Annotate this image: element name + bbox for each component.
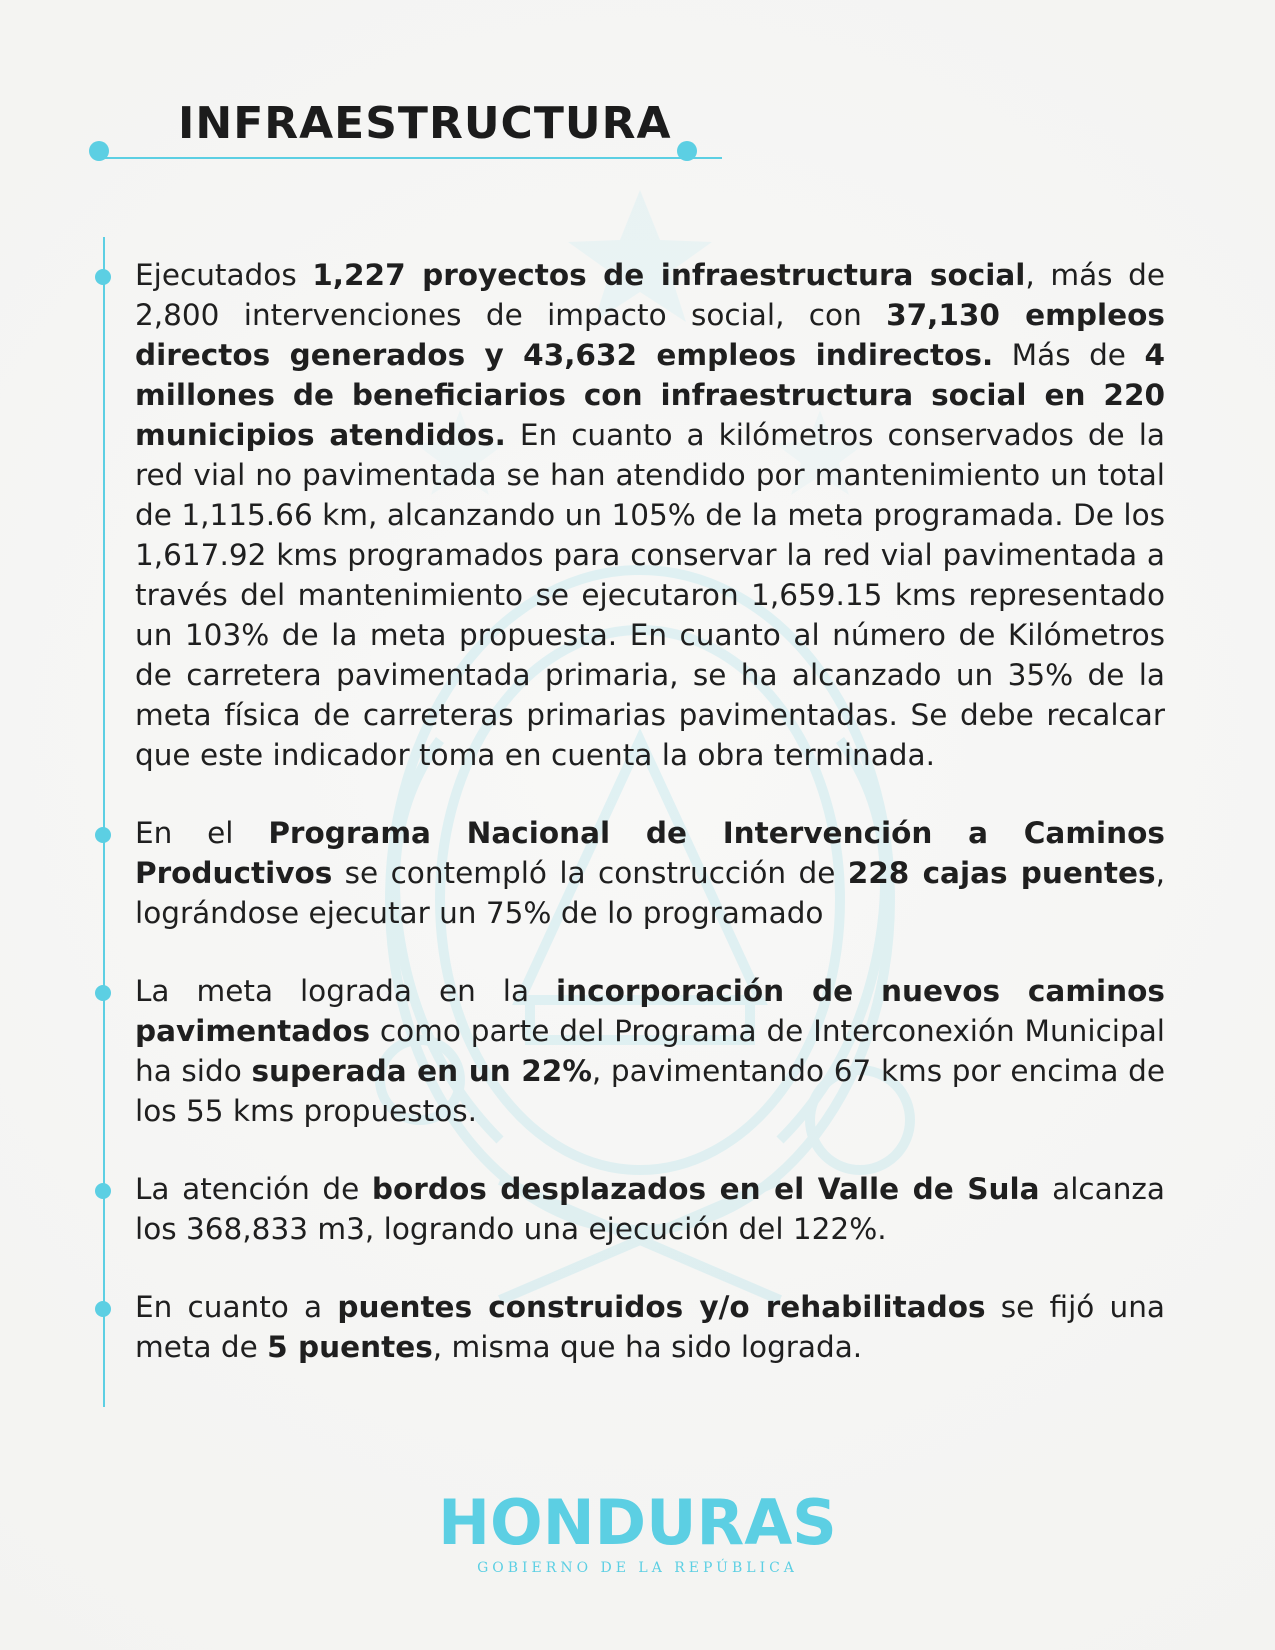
text-segment: alcanza los 368,833 m3, logrando una ejecución del 122%. xyxy=(135,1172,1165,1246)
logo-wordmark: HONDURAS xyxy=(438,1486,837,1559)
paragraph-text xyxy=(135,258,1165,772)
bold-text: incorporación de nuevos caminos pavimentados xyxy=(135,974,1165,1048)
bold-text: puentes construidos y/o rehabilitados xyxy=(337,1290,986,1324)
paragraph-2 xyxy=(135,813,1165,933)
text-segment: Más de xyxy=(993,338,1145,372)
text-segment: En el xyxy=(135,816,269,850)
paragraph-4 xyxy=(135,1169,1165,1249)
text-segment: como parte del Programa de Interconexión Municipal ha sido xyxy=(135,1014,1165,1088)
bold-text: 5 puentes xyxy=(267,1330,433,1364)
text-segment: Ejecutados xyxy=(135,258,313,292)
text-segment: , pavimentando 67 kms por encima de los 55 kms propuestos. xyxy=(135,1054,1165,1128)
title-rule-right-dot-icon xyxy=(677,141,697,161)
text-segment: En cuanto a kilómetros conservados de la red vial no pavimentada se han atendido por mantenimiento un total de 1,115.66 km, alcanzando un 105% de la meta programada. De los 1,617.92 kms programados para conservar la red vial pavimentada a través del mantenimiento se ejecutaron 1,659.15 kms representado un 103% de la meta propuesta. En cuanto al número de Kilómetros de carretera pavimentada primaria, se ha alcanzado un 35% de la meta física de carreteras primarias pavimentadas. Se debe recalcar que este indicador toma en cuenta la obra terminada. xyxy=(135,418,1165,772)
page-title: INFRAESTRUCTURA xyxy=(178,98,672,149)
bold-text: 1,227 proyectos de infraestructura social xyxy=(312,258,1026,292)
text-segment: En cuanto a xyxy=(135,1290,338,1324)
paragraph-3 xyxy=(135,971,1165,1131)
bullet-dot-icon xyxy=(95,269,111,285)
text-segment: La atención de xyxy=(135,1172,372,1206)
paragraph-5 xyxy=(135,1287,1165,1367)
bold-text: bordos desplazados en el Valle de Sula xyxy=(371,1172,1040,1206)
paragraph-text xyxy=(135,974,1165,1128)
paragraph-text xyxy=(135,1172,1165,1246)
text-segment: La meta lograda en la xyxy=(135,974,557,1008)
timeline-line xyxy=(103,237,105,1407)
honduras-logo xyxy=(0,1486,1275,1576)
bullet-dot-icon xyxy=(95,1301,111,1317)
text-segment: se contempló la construcción de xyxy=(332,856,848,890)
text-segment: , más de 2,800 intervenciones de impacto social, con xyxy=(135,258,1165,332)
bold-text: 37,130 empleos directos generados y 43,632 empleos indirectos. xyxy=(135,298,1165,372)
logo-subtitle: GOBIERNO DE LA REPÚBLICA xyxy=(477,1560,798,1576)
paragraph-text xyxy=(135,1290,1165,1364)
text-segment: se fijó una meta de xyxy=(135,1290,1165,1364)
paragraph-text xyxy=(135,816,1165,930)
bold-text: 228 cajas puentes xyxy=(847,856,1156,890)
content-body xyxy=(135,255,1165,1405)
bullet-dot-icon xyxy=(95,1183,111,1199)
title-rule xyxy=(102,157,722,159)
bold-text: Programa Nacional de Intervención a Caminos Productivos xyxy=(135,816,1165,890)
bold-text: 4 millones de beneficiarios con infraestructura social en 220 municipios atendidos. xyxy=(135,338,1165,452)
text-segment: , misma que ha sido lograda. xyxy=(432,1330,863,1364)
paragraph-1 xyxy=(135,255,1165,775)
bullet-dot-icon xyxy=(95,827,111,843)
text-segment: , lográndose ejecutar un 75% de lo programado xyxy=(135,856,1165,930)
bullet-dot-icon xyxy=(95,985,111,1001)
bold-text: superada en un 22% xyxy=(251,1054,592,1088)
